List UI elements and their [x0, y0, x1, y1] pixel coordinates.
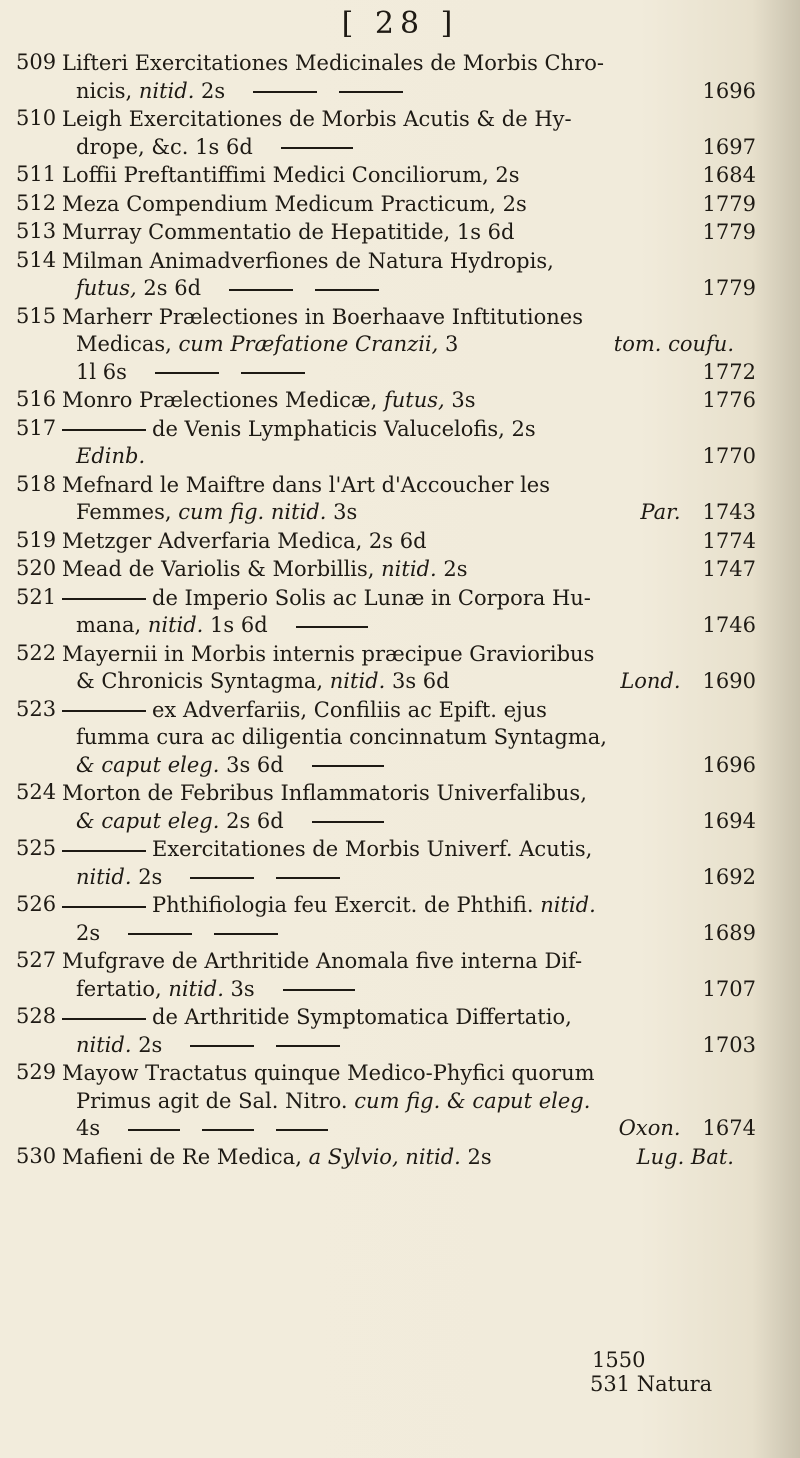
- entry-line: [62, 416, 766, 444]
- entry-number: 514: [16, 247, 57, 272]
- entry-number: 527: [16, 948, 57, 972]
- entry-number: 525: [16, 836, 57, 860]
- italic-text: cum Præfatione Cranzii,: [178, 332, 439, 356]
- place-of-printing: tom. coufu.: [613, 332, 734, 356]
- entry-text: Meza Compendium Medicum Practicum, 2s: [62, 191, 527, 216]
- entry-text: ex Adverfariis, Confiliis ac Epift. ejus: [152, 697, 547, 722]
- entry-number: 524: [16, 780, 57, 804]
- publication-year: 1690: [702, 669, 756, 693]
- rule-dash: [155, 372, 219, 374]
- entry-text: nicis,: [76, 78, 139, 103]
- imprint: [703, 359, 756, 387]
- entry-text: Mefnard le Maiftre dans l'Art d'Accoucher les: [62, 472, 550, 497]
- imprint: [703, 612, 756, 640]
- entry-number: 521: [16, 584, 57, 609]
- imprint: [703, 443, 756, 471]
- entry-text: & Chronicis Syntagma,: [76, 669, 330, 693]
- rule-dash: [315, 289, 379, 291]
- entry-line: [62, 641, 766, 669]
- rule-dash: [281, 147, 353, 149]
- catalogue-entry: [16, 219, 766, 247]
- entry-line: [62, 920, 766, 948]
- entry-text: de Venis Lymphaticis Valucelofis, 2s: [152, 416, 536, 441]
- entry-text: fertatio,: [76, 976, 169, 1001]
- publication-year: 1689: [702, 920, 756, 945]
- rule-dash: [190, 1045, 254, 1047]
- entry-text: Milman Animadverfiones de Natura Hydropis,: [62, 248, 554, 273]
- imprint: [703, 134, 756, 162]
- entry-line: [62, 1032, 766, 1060]
- place-of-printing: Par.: [640, 500, 681, 524]
- italic-text: nitid.: [138, 78, 195, 103]
- entry-text: 3s: [223, 976, 255, 1001]
- italic-text: nitid.: [168, 976, 224, 1001]
- entry-line: [62, 836, 766, 864]
- entry-text: 2s: [131, 864, 163, 889]
- imprint: [614, 331, 756, 359]
- catalogue-entry: [16, 948, 766, 1003]
- rule-dash: [214, 933, 278, 935]
- ditto-dash: [62, 710, 146, 712]
- ditto-dash: [62, 850, 146, 852]
- entry-text: Mufgrave de Arthritide Anomala five interna Dif-: [62, 949, 583, 973]
- entry-number: 520: [16, 556, 57, 580]
- entry-text: Mayow Tractatus quinque Medico-Phyfici quorum: [62, 1061, 595, 1085]
- entry-text: mana,: [76, 613, 148, 637]
- rule-dash: [253, 91, 317, 93]
- entry-line: [62, 724, 766, 752]
- entry-text: 4s: [76, 1116, 101, 1140]
- catalogue-entry: [16, 1060, 766, 1143]
- entry-line: [62, 1088, 766, 1116]
- ditto-dash: [62, 429, 146, 431]
- imprint: [703, 920, 756, 948]
- entry-text: 3s 6d: [219, 752, 284, 777]
- publication-year: 1703: [702, 1032, 756, 1057]
- publication-year: 1747: [702, 557, 756, 581]
- imprint: [703, 275, 756, 303]
- entry-line: [62, 191, 766, 219]
- italic-text: nitid.: [329, 669, 386, 693]
- entry-line: [62, 612, 766, 640]
- italic-text: & caput eleg.: [76, 808, 220, 833]
- entry-number: 528: [16, 1004, 57, 1028]
- rule-dash: [229, 289, 293, 291]
- catalogue-entry: [16, 248, 766, 303]
- entry-line: [62, 387, 766, 415]
- rule-dash: [128, 1129, 180, 1131]
- publication-year: 1684: [702, 163, 756, 187]
- entry-line: [62, 106, 766, 134]
- entry-text: 3s: [326, 500, 358, 524]
- entry-line: [62, 976, 766, 1004]
- catalogue-entry: [16, 1004, 766, 1059]
- imprint: [703, 976, 756, 1004]
- entry-text: Exercitationes de Morbis Univerf. Acutis,: [152, 837, 593, 861]
- imprint: [619, 1115, 756, 1143]
- entry-text: Murray Commentatio de Hepatitide, 1s 6d: [62, 220, 515, 244]
- catalogue-entry: [16, 416, 766, 471]
- imprint: [703, 387, 756, 415]
- rule-dash: [312, 765, 384, 767]
- entry-line: [62, 78, 766, 106]
- italic-text: cum fig. & caput eleg.: [354, 1088, 591, 1113]
- rule-dash: [202, 1129, 254, 1131]
- entry-text: Lifteri Exercitationes Medicinales de Morbis Chro-: [62, 51, 604, 75]
- entry-line: [62, 1115, 766, 1143]
- entry-text: 2s 6d: [136, 276, 202, 300]
- rule-dash: [241, 372, 305, 374]
- catalogue-entry: [16, 191, 766, 219]
- catalogue-entry: [16, 585, 766, 640]
- publication-year: 1692: [702, 864, 756, 889]
- entry-line: [62, 134, 766, 162]
- publication-year: 1779: [702, 220, 756, 244]
- imprint: [620, 668, 756, 696]
- entry-number: 526: [16, 892, 57, 916]
- entry-text: Phthifiologia feu Exercit. de Phthifi.: [152, 893, 541, 917]
- entry-line: [62, 556, 766, 584]
- rule-dash: [312, 821, 384, 823]
- ditto-dash: [62, 598, 146, 600]
- rule-dash: [128, 933, 192, 935]
- italic-text: futus,: [383, 388, 445, 412]
- entry-number: 518: [16, 471, 57, 496]
- italic-text: nitid.: [540, 893, 596, 917]
- entry-line: [62, 528, 766, 556]
- italic-text: nitid.: [381, 557, 437, 581]
- entry-text: Marherr Prælectiones in Boerhaave Inftitutiones: [62, 304, 584, 329]
- catalogue-entry: [16, 304, 766, 387]
- entry-text: Monro Prælectiones Medicæ,: [62, 388, 384, 412]
- entry-text: Mayernii in Morbis internis præcipue Gravioribus: [62, 641, 595, 666]
- entry-text: 1s 6d: [203, 613, 268, 637]
- catchword-year: 1550: [592, 1348, 646, 1372]
- catalogue-entry: [16, 1144, 766, 1172]
- catalogue-entry: [16, 556, 766, 584]
- entry-text: 2s: [194, 78, 226, 103]
- entry-line: [62, 948, 766, 976]
- entry-text: Loffii Preftantiffimi Medici Conciliorum, 2s: [62, 163, 520, 187]
- imprint: [703, 219, 756, 247]
- entry-number: 509: [16, 50, 57, 74]
- rule-dash: [276, 877, 340, 879]
- entry-text: Mafieni de Re Medica,: [62, 1144, 309, 1169]
- italic-text: nitid.: [76, 864, 132, 889]
- entry-number: 511: [16, 162, 57, 186]
- rule-dash: [339, 91, 403, 93]
- publication-year: 1743: [702, 500, 756, 524]
- entry-number: 522: [16, 640, 57, 665]
- entry-text: drope, &c. 1s 6d: [76, 134, 253, 159]
- catchword: [590, 1348, 712, 1396]
- place-of-printing: Lug. Bat.: [636, 1144, 734, 1169]
- entry-line: [62, 275, 766, 303]
- entry-text: 3: [438, 332, 459, 356]
- entry-line: [62, 499, 766, 527]
- catalogue-entry: [16, 472, 766, 527]
- entry-number: 519: [16, 527, 57, 552]
- entry-text: 2s: [460, 1144, 492, 1169]
- catalogue-entry: [16, 697, 766, 780]
- catalogue-entry: [16, 106, 766, 161]
- imprint: [640, 499, 756, 527]
- rule-dash: [283, 989, 355, 991]
- italic-text: nitid.: [147, 613, 204, 637]
- rule-dash: [276, 1129, 328, 1131]
- entry-number: 523: [16, 696, 57, 721]
- publication-year: 1707: [702, 976, 756, 1001]
- entry-text: 2s: [436, 557, 468, 581]
- publication-year: 1696: [702, 78, 756, 103]
- place-of-printing: Lond.: [620, 669, 681, 693]
- rule-dash: [190, 877, 254, 879]
- entry-number: 515: [16, 303, 57, 328]
- entry-number: 510: [16, 106, 57, 130]
- entry-line: [62, 1144, 766, 1172]
- entry-line: [62, 585, 766, 613]
- entry-text: Femmes,: [76, 500, 179, 524]
- entry-text: Medicas,: [76, 332, 179, 356]
- entry-number: 529: [16, 1060, 57, 1084]
- page-header: [ 28 ]: [341, 6, 459, 41]
- entry-line: [62, 668, 766, 696]
- entry-number: 530: [16, 1143, 57, 1168]
- publication-year: 1770: [702, 444, 756, 468]
- entry-text: de Arthritide Symptomatica Differtatio,: [152, 1005, 572, 1029]
- catalogue-entry: [16, 528, 766, 556]
- entry-text: 2s 6d: [219, 808, 284, 833]
- entry-line: [62, 697, 766, 725]
- entry-text: 3s: [444, 388, 476, 412]
- publication-year: 1779: [702, 191, 756, 216]
- publication-year: 1776: [702, 388, 756, 412]
- ditto-dash: [62, 906, 146, 908]
- italic-text: cum fig. nitid.: [178, 500, 327, 524]
- entry-text: 2s: [76, 920, 101, 945]
- entry-line: [62, 864, 766, 892]
- catalogue-entry: [16, 780, 766, 835]
- catalogue-entry: [16, 641, 766, 696]
- publication-year: 1697: [702, 134, 756, 159]
- publication-year: 1772: [702, 359, 756, 384]
- entry-line: [62, 443, 766, 471]
- entry-list: [16, 50, 766, 1172]
- entry-line: [62, 248, 766, 276]
- entry-line: [62, 780, 766, 808]
- publication-year: 1694: [702, 808, 756, 833]
- entry-line: [62, 359, 766, 387]
- entry-text: 1l 6s: [76, 359, 127, 384]
- imprint: [703, 191, 756, 219]
- entry-number: 513: [16, 219, 57, 243]
- catalogue-entry: [16, 387, 766, 415]
- entry-line: [62, 892, 766, 920]
- imprint: [703, 162, 756, 190]
- entry-line: [62, 331, 766, 359]
- entry-text: Metzger Adverfaria Medica, 2s 6d: [62, 528, 427, 553]
- italic-text: nitid.: [76, 1032, 132, 1057]
- entry-line: [62, 752, 766, 780]
- italic-text: a Sylvio, nitid.: [308, 1144, 461, 1169]
- italic-text: Edinb.: [76, 444, 146, 468]
- entry-line: [62, 1004, 766, 1032]
- publication-year: 1674: [702, 1116, 756, 1140]
- catalogue-entry: [16, 50, 766, 105]
- imprint: [703, 752, 756, 780]
- catalogue-entry: [16, 836, 766, 891]
- entry-text: fumma cura ac diligentia concinnatum Syntagma,: [76, 725, 607, 749]
- publication-year: 1696: [702, 752, 756, 777]
- entry-line: [62, 808, 766, 836]
- rule-dash: [296, 626, 368, 628]
- publication-year: 1779: [702, 276, 756, 300]
- entry-number: 512: [16, 190, 57, 215]
- publication-year: 1746: [702, 613, 756, 637]
- entry-text: 2s: [131, 1032, 163, 1057]
- imprint: [637, 1144, 756, 1172]
- imprint: [703, 864, 756, 892]
- entry-line: [62, 1060, 766, 1088]
- entry-text: de Imperio Solis ac Lunæ in Corpora Hu-: [152, 585, 591, 610]
- ditto-dash: [62, 1018, 146, 1020]
- entry-number: 516: [16, 387, 57, 411]
- publication-year: 1774: [702, 528, 756, 553]
- imprint: [703, 556, 756, 584]
- entry-text: Morton de Febribus Inflammatoris Univerfalibus,: [62, 781, 587, 805]
- entry-line: [62, 219, 766, 247]
- imprint: [703, 528, 756, 556]
- catchword-next: 531 Natura: [590, 1372, 713, 1396]
- rule-dash: [276, 1045, 340, 1047]
- entry-text: Leigh Exercitationes de Morbis Acutis & de Hy-: [62, 107, 572, 131]
- italic-text: futus,: [76, 276, 137, 300]
- entry-line: [62, 50, 766, 78]
- entry-line: [62, 472, 766, 500]
- imprint: [703, 808, 756, 836]
- entry-line: [62, 304, 766, 332]
- imprint: [703, 1032, 756, 1060]
- catalogue-entry: [16, 162, 766, 190]
- entry-text: Mead de Variolis & Morbillis,: [62, 557, 382, 581]
- imprint: [703, 78, 756, 106]
- entry-text: 3s 6d: [385, 669, 450, 693]
- place-of-printing: Oxon.: [618, 1116, 681, 1140]
- entry-number: 517: [16, 415, 57, 440]
- entry-line: [62, 162, 766, 190]
- entry-text: Primus agit de Sal. Nitro.: [76, 1088, 355, 1113]
- catalogue-entry: [16, 892, 766, 947]
- italic-text: & caput eleg.: [76, 752, 220, 777]
